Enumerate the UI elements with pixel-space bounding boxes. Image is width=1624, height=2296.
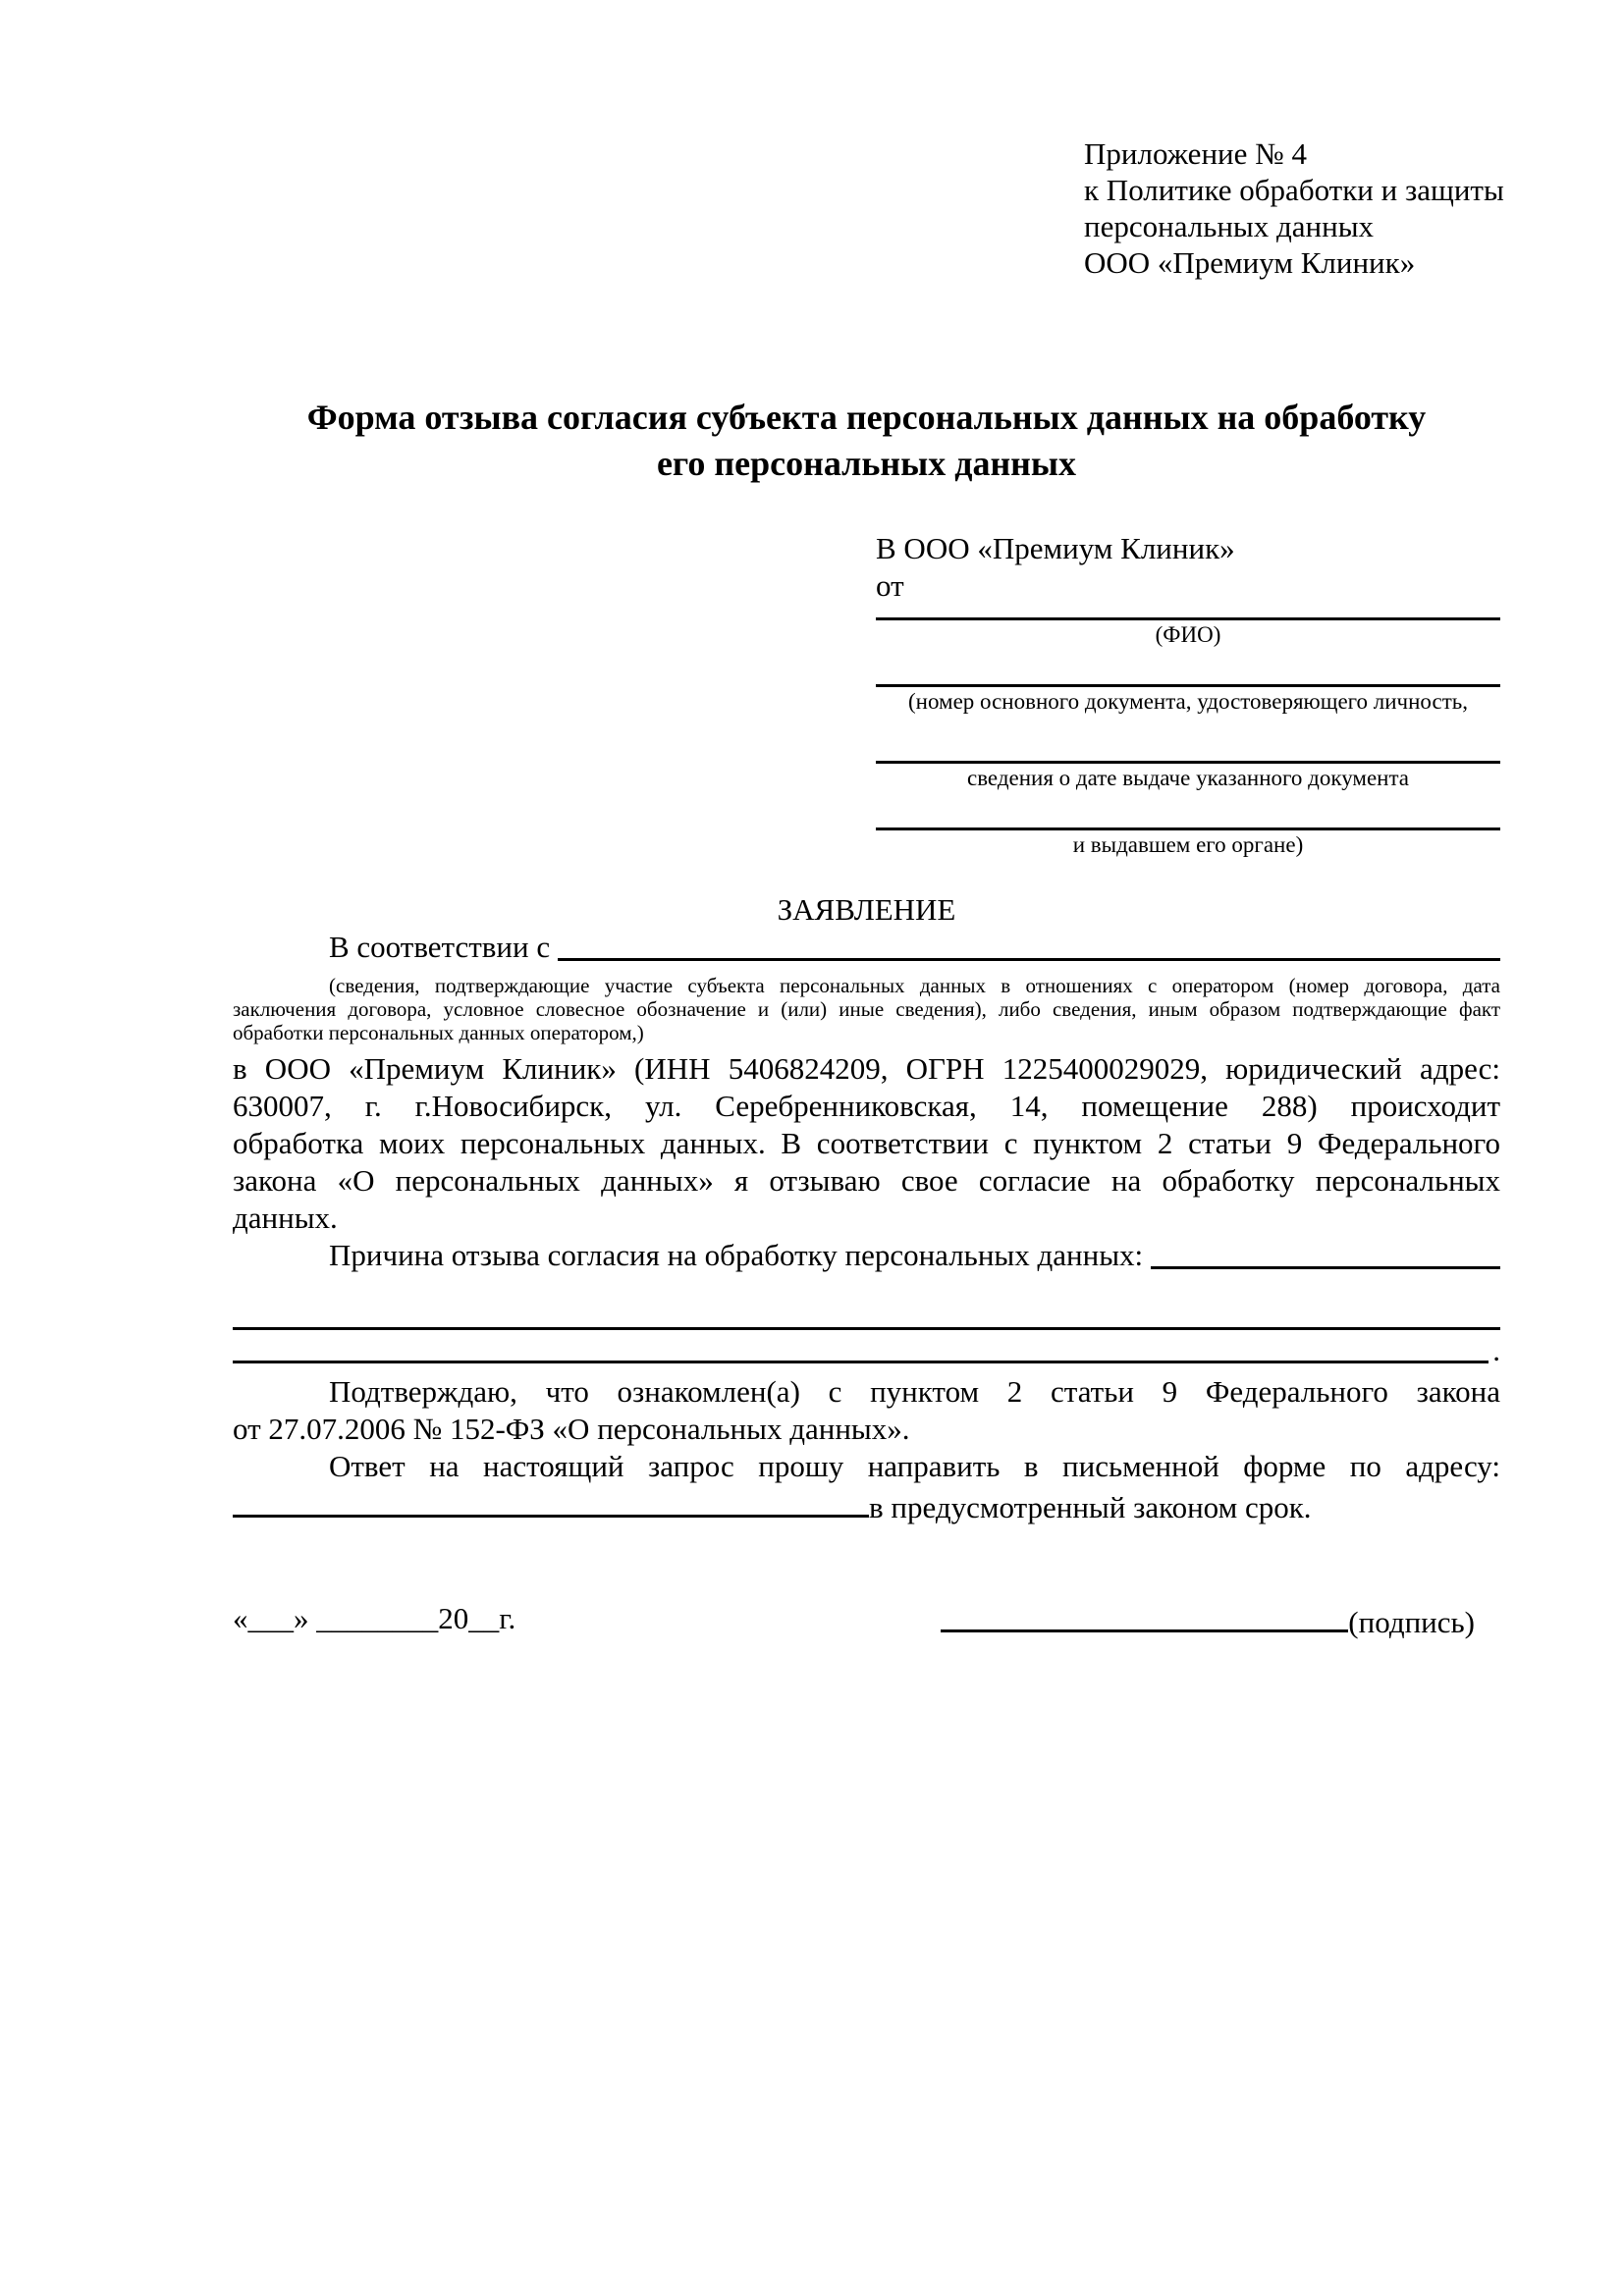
footnote-line-2: заключения договора, условное словесное обозначение и (или) иные сведения), либо сведения, иным образом подтверждающие факт — [233, 997, 1500, 1021]
issuing-authority-blank-line — [876, 793, 1500, 830]
main-paragraph-line-3: обработка моих персональных данных. В соответствии с пунктом 2 статьи 9 Федерального — [233, 1126, 1500, 1160]
title-line-1: Форма отзыва согласия субъекта персональных данных на обработку — [306, 398, 1427, 437]
title-line-2: его персональных данных — [656, 444, 1077, 483]
main-paragraph-line-2: 630007, г. г.Новосибирск, ул. Серебренниковская, 14, помещение 288) происходит — [233, 1089, 1500, 1123]
basis-blank-line — [558, 958, 1500, 961]
addressee-to: В ООО «Премиум Клиник» — [876, 531, 1235, 565]
statement-heading: ЗАЯВЛЕНИЕ — [777, 892, 956, 927]
id-document-caption: (номер основного документа, удостоверяющего личность, — [907, 689, 1468, 714]
reason-row — [233, 1237, 1500, 1274]
reason-blank-line — [1151, 1266, 1500, 1269]
confirmation-line-2: от 27.07.2006 № 152-ФЗ «О персональных данных». — [233, 1412, 910, 1446]
signature-caption: (подпись) — [1348, 1605, 1475, 1639]
blank-line-period: . — [1492, 1333, 1500, 1367]
main-paragraph — [233, 1050, 1500, 1237]
address-blank-line — [233, 1485, 869, 1518]
issue-date-caption: сведения о дате выдаче указанного документа — [966, 766, 1410, 790]
id-document-number-blank-line — [876, 650, 1500, 687]
main-paragraph-line-5: данных. — [233, 1201, 338, 1235]
basis-row — [233, 929, 1500, 966]
reply-line-2 — [233, 1485, 1500, 1526]
signature-blank-line — [941, 1600, 1348, 1632]
fio-blank-line — [876, 605, 1500, 620]
document-title — [233, 395, 1500, 487]
reply-paragraph — [233, 1448, 1500, 1526]
appendix-policy-line2: персональных данных — [1084, 209, 1375, 243]
addressee-from: от — [876, 568, 904, 603]
signature-row — [233, 1600, 1475, 1641]
reply-line-1: Ответ на настоящий запрос прошу направить в письменной форме по адресу: — [329, 1449, 1500, 1483]
appendix-company: ООО «Премиум Клиник» — [1084, 245, 1416, 280]
confirmation-paragraph — [233, 1373, 1500, 1448]
appendix-policy-line: к Политике обработки и защиты — [1084, 173, 1504, 207]
issue-date-blank-line — [876, 717, 1500, 764]
signature-area — [941, 1600, 1475, 1641]
addressee-block — [876, 530, 1500, 860]
footnote-line-3: обработки персональных данных оператором,) — [233, 1021, 644, 1044]
main-paragraph-line-1: в ООО «Премиум Клиник» (ИНН 5406824209, ОГРН 1225400029029, юридический адрес: — [233, 1051, 1500, 1086]
issuing-authority-caption: и выдавшем его органе) — [1072, 832, 1304, 857]
date-blank: «___» ________20__г. — [233, 1601, 516, 1635]
footnote-line-1: (сведения, подтверждающие участие субъекта персональных данных в отношениях с оператором (номер договора, дата — [329, 974, 1500, 997]
statement-body — [233, 891, 1500, 1526]
reason-blank-line-3 — [233, 1330, 1500, 1369]
basis-prefix: В соответствии с — [329, 930, 551, 964]
main-paragraph-line-4: закона «О персональных данных» я отзываю свое согласие на обработку персональных — [233, 1163, 1500, 1198]
appendix-header — [1084, 135, 1504, 281]
reason-prefix: Причина отзыва согласия на обработку персональных данных: — [329, 1238, 1144, 1272]
fio-caption: (ФИО) — [1155, 622, 1221, 647]
reply-suffix: в предусмотренный законом срок. — [869, 1490, 1312, 1524]
reason-blank-line-3-rule — [233, 1361, 1489, 1363]
reason-blank-line-2 — [233, 1274, 1500, 1330]
confirmation-line-1: Подтверждаю, что ознакомлен(а) с пунктом 2 статьи 9 Федерального закона — [329, 1374, 1500, 1409]
basis-footnote — [233, 974, 1500, 1044]
appendix-number: Приложение № 4 — [1084, 136, 1307, 171]
